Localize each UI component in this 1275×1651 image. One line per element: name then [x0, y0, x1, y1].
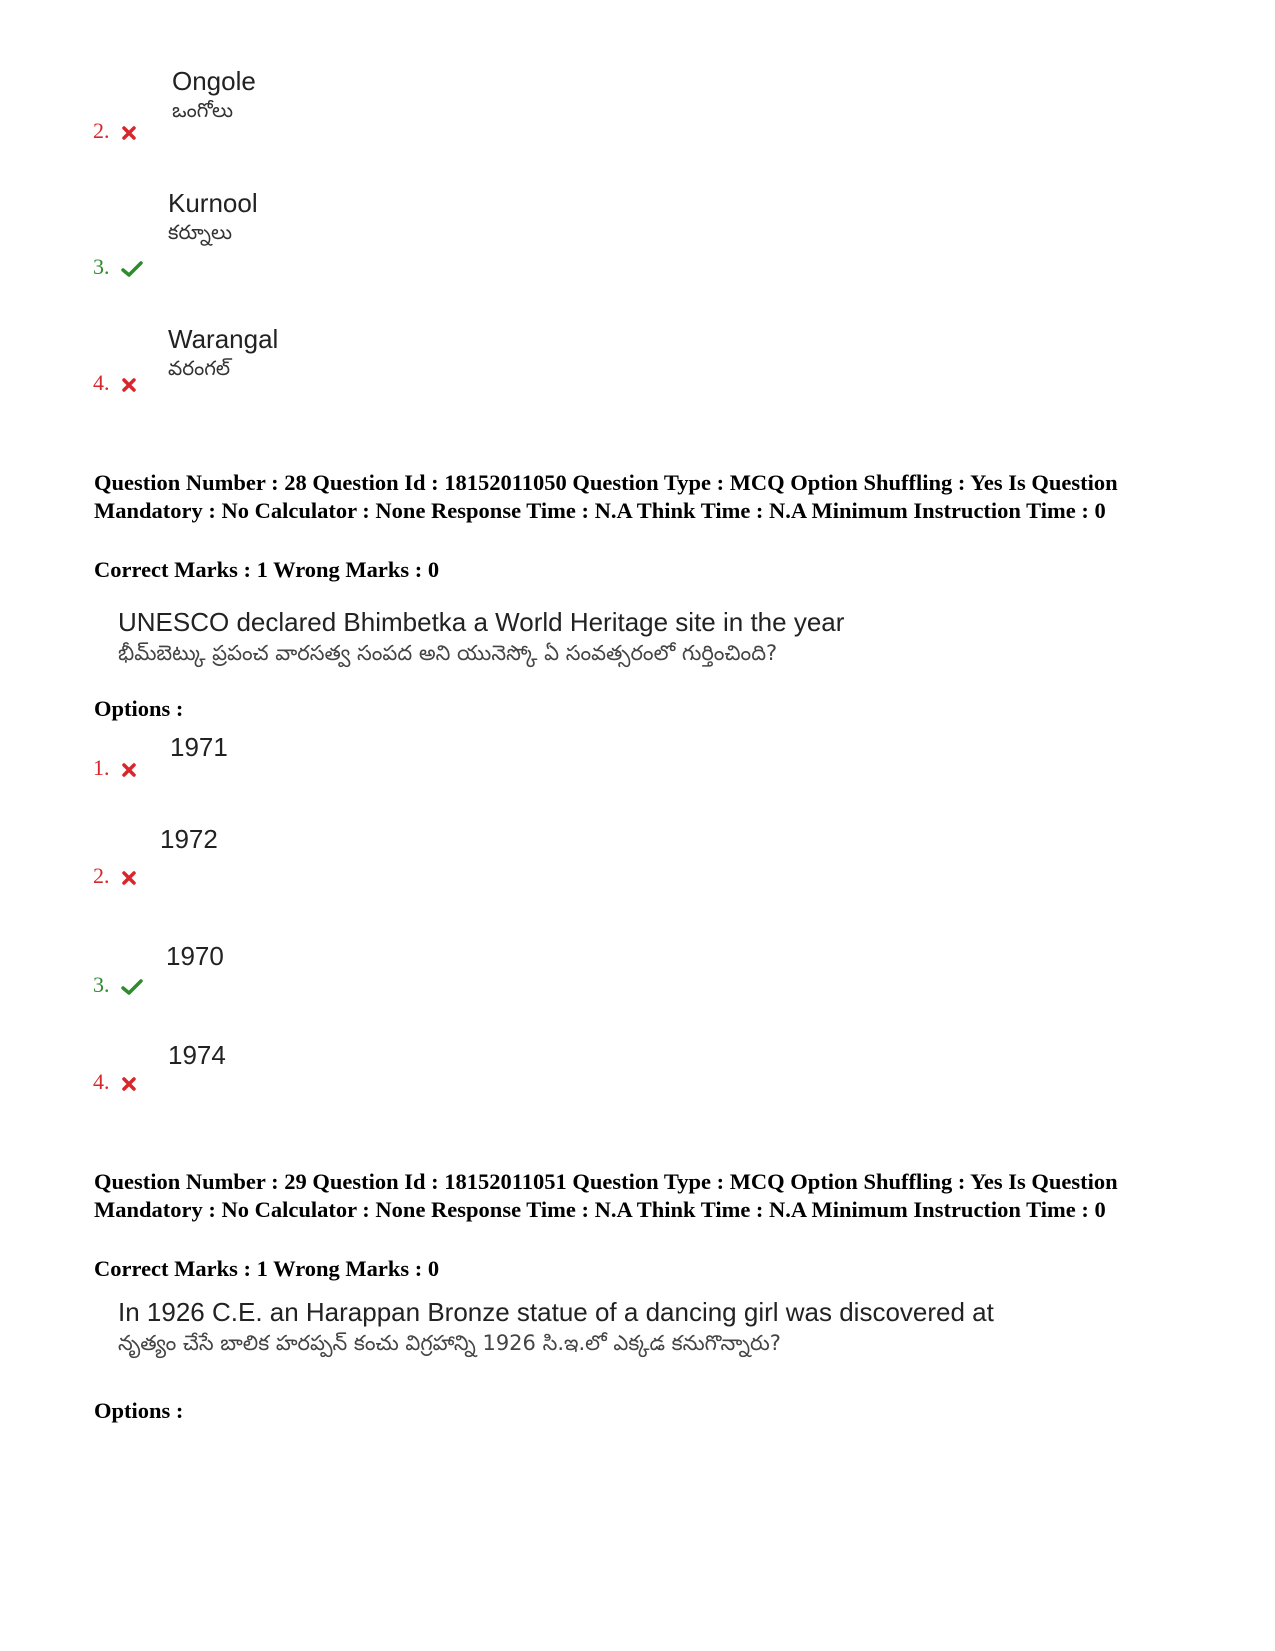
question-text-en: UNESCO declared Bhimbetka a World Heritage site in the year [118, 607, 845, 637]
question-29-marks: Correct Marks : 1 Wrong Marks : 0 [94, 1256, 440, 1281]
q28-option-2-marker [93, 863, 137, 889]
question-28-options-label: Options : [94, 696, 184, 721]
check-icon [121, 979, 143, 995]
question-29-text [118, 1299, 994, 1354]
prev-option-3-content [168, 190, 258, 242]
prev-option-2-content [172, 68, 256, 120]
cross-icon [121, 1076, 137, 1092]
question-28-meta: Question Number : 28 Question Id : 18152011050 Question Type : MCQ Option Shuffling : Yes Is Question Mandatory : No Calculator : None Response Time : N.A Think Time : N.A Minimum Instruction Time : 0 [94, 470, 1118, 523]
q28-option-1-text: 1971 [170, 732, 228, 762]
prev-option-2-marker [93, 118, 137, 144]
option-text-en: Ongole [172, 66, 256, 96]
option-number: 2. [93, 118, 110, 143]
cross-icon [121, 762, 137, 778]
question-28-text [118, 609, 844, 664]
option-number: 4. [93, 1069, 110, 1094]
prev-option-4-marker [93, 370, 137, 396]
prev-option-4-content [168, 326, 278, 378]
question-29-options-label: Options : [94, 1398, 184, 1423]
option-number: 3. [93, 254, 110, 279]
cross-icon [121, 377, 137, 393]
option-text-te: కర్నూలు [168, 220, 233, 244]
option-text-en: Warangal [168, 324, 279, 354]
option-text-te: వరంగల్ [168, 356, 231, 380]
q28-option-3-text: 1970 [166, 941, 224, 971]
option-number: 4. [93, 370, 110, 395]
option-text-en: Kurnool [168, 188, 258, 218]
q28-option-3-marker [93, 972, 143, 998]
question-text-te: భీమ్‌బెట్కు ప్రపంచ వారసత్వ సంపద అని యునెస్కో ఏ సంవత్సరంలో గుర్తించింది? [118, 641, 778, 665]
check-icon [121, 261, 143, 277]
question-text-te: నృత్యం చేసే బాలిక హరప్పన్ కంచు విగ్రహాన్ని 1926 సి.ఇ.లో ఎక్కడ కనుగొన్నారు? [118, 1331, 781, 1355]
cross-icon [121, 870, 137, 886]
q28-option-2-text: 1972 [160, 824, 218, 854]
option-text-te: ఒంగోలు [172, 98, 234, 122]
prev-option-3-marker [93, 254, 143, 280]
q28-option-4-marker [93, 1069, 137, 1095]
question-29-meta: Question Number : 29 Question Id : 18152011051 Question Type : MCQ Option Shuffling : Yes Is Question Mandatory : No Calculator : None Response Time : N.A Think Time : N.A Minimum Instruction Time : 0 [94, 1169, 1118, 1222]
q28-option-1-marker [93, 755, 137, 781]
q28-option-4-text: 1974 [168, 1040, 226, 1070]
option-number: 3. [93, 972, 110, 997]
option-number: 2. [93, 863, 110, 888]
option-number: 1. [93, 755, 110, 780]
question-28-marks: Correct Marks : 1 Wrong Marks : 0 [94, 557, 440, 582]
cross-icon [121, 125, 137, 141]
question-text-en: In 1926 C.E. an Harappan Bronze statue of a dancing girl was discovered at [118, 1297, 994, 1327]
